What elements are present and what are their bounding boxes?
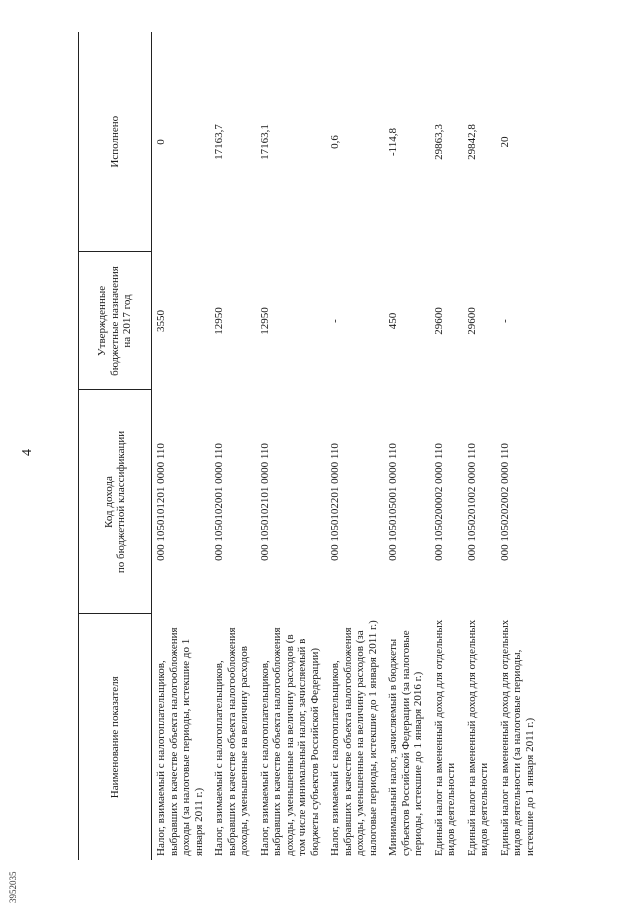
row-approved-budget: 29600 xyxy=(432,307,445,335)
table-header-row xyxy=(79,32,152,860)
row-approved-budget: 12950 xyxy=(258,307,271,335)
row-indicator-name: Минимальный налог, зачисляемый в бюджеты субъектов Российской Федерации (за налоговые периоды, истекшие до 1 января 2016 г.) xyxy=(387,630,424,856)
table-row xyxy=(152,32,211,860)
header-executed: Исполнено xyxy=(79,32,152,252)
table-row xyxy=(496,32,542,860)
row-executed: 17163,1 xyxy=(258,124,271,160)
row-executed: 29863,3 xyxy=(432,124,445,160)
header-approved-budget-text: Утвержденные бюджетные назначения на 2017 год xyxy=(96,266,134,376)
header-revenue-code-text: Код дохода по бюджетной классификации xyxy=(102,430,127,574)
table-row xyxy=(463,32,496,860)
header-approved-budget xyxy=(79,252,152,390)
row-revenue-code: 000 1050201002 0000 110 xyxy=(465,443,478,561)
row-revenue-code: 000 1050200002 0000 110 xyxy=(432,443,445,561)
row-executed: 0 xyxy=(155,139,167,145)
row-revenue-code: 000 1050101201 0000 110 xyxy=(155,443,167,561)
row-approved-budget: 29600 xyxy=(465,307,478,335)
row-indicator-name: Налог, взимаемый с налогоплательщиков, выбравших в качестве объекта налогообложения доходы, уменьшенные на величину расходов xyxy=(213,627,250,856)
page-number: 4 xyxy=(20,449,35,456)
document-stamp-number: 3952035 xyxy=(8,871,18,903)
row-revenue-code: 000 1050105001 0000 110 xyxy=(387,443,399,561)
table-row xyxy=(256,32,327,860)
revenue-execution-table xyxy=(78,32,541,860)
table-row xyxy=(430,32,463,860)
row-executed: 20 xyxy=(498,136,511,148)
row-revenue-code: 000 1050102001 0000 110 xyxy=(213,443,225,561)
row-revenue-code: 000 1050202002 0000 110 xyxy=(498,443,511,561)
row-indicator-name: Налог, взимаемый с налогоплательщиков, выбравших в качестве объекта налогообложения доходы, уменьшенные на величину расходов (в том числе минимальный налог, зачисляемый в бюджеты субъектов Российской Федерации) xyxy=(258,627,321,856)
header-revenue-code xyxy=(79,390,152,614)
row-indicator-name: Единый налог на вмененный доход для отдельных видов деятельности xyxy=(465,619,490,856)
table-row xyxy=(384,32,430,860)
row-approved-budget: 450 xyxy=(387,312,399,330)
row-approved-budget: 12950 xyxy=(213,307,225,335)
row-executed: 29842,8 xyxy=(465,124,478,160)
row-approved-budget: - xyxy=(498,319,511,323)
table-row xyxy=(326,32,384,860)
row-revenue-code: 000 1050102201 0000 110 xyxy=(329,443,341,561)
row-indicator-name: Налог, взимаемый с налогоплательщиков, выбравших в качестве объекта налогообложения доходы, уменьшенные на величину расходов (за налоговые периоды, истекшие до 1 января 2011 г.) xyxy=(329,620,379,856)
row-executed: 17163,7 xyxy=(213,124,225,160)
row-indicator-name: Единый налог на вмененный доход для отдельных видов деятельности (за налоговые периоды, истекшие до 1 января 2011 г.) xyxy=(498,619,536,856)
row-indicator-name: Единый налог на вмененный доход для отдельных видов деятельности xyxy=(432,619,457,856)
table-row xyxy=(210,32,256,860)
row-approved-budget: - xyxy=(329,319,341,323)
row-revenue-code: 000 1050102101 0000 110 xyxy=(258,443,271,561)
row-approved-budget: 3550 xyxy=(155,310,167,332)
row-executed: 0,6 xyxy=(329,135,341,149)
header-indicator-name: Наименование показателя xyxy=(79,614,152,860)
row-indicator-name: Налог, взимаемый с налогоплательщиков, выбравших в качестве объекта налогообложения доходы (за налоговые периоды, истекшие до 1 января 2011 г.) xyxy=(155,627,205,856)
row-executed: -114,8 xyxy=(387,128,399,157)
